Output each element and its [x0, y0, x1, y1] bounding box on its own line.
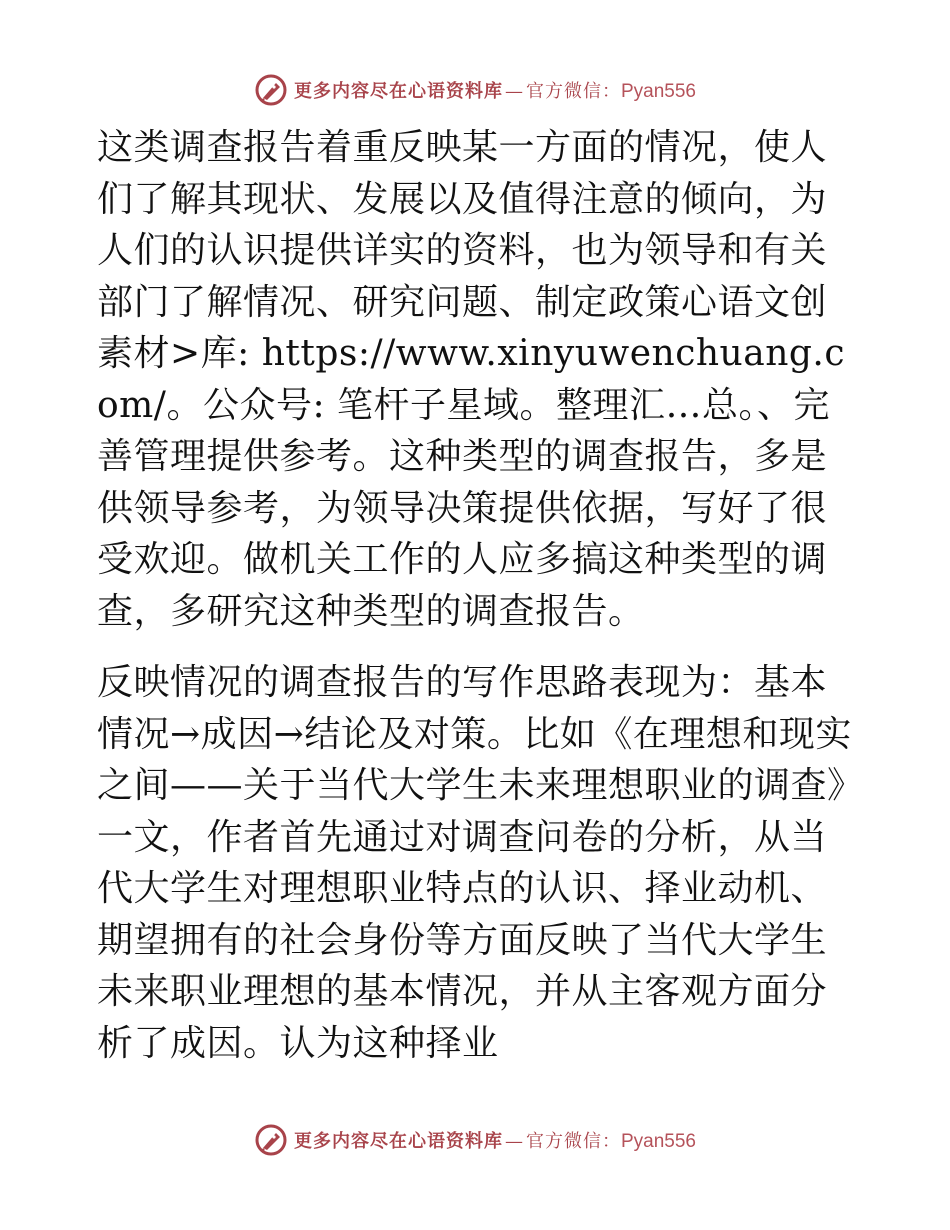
footer-banner-content: [254, 1123, 696, 1157]
header-brand: 更多内容尽在心语资料库: [293, 81, 503, 102]
document-body: [97, 122, 857, 1069]
header-separator: —: [504, 81, 524, 102]
footer-banner-text: [294, 1127, 696, 1153]
footer-wechat-account: Pyan556: [620, 1131, 696, 1152]
header-wechat-account: Pyan556: [620, 81, 696, 102]
paragraph-1: 这类调查报告着重反映某一方面的情况，使人们了解其现状、发展以及值得注意的倾向，为人们的认识提供详实的资料，也为领导和有关部门了解情况、研究问题、制定政策心语文创素材>库: https://www.xinyuwenchuang.com/。公众号: 笔杆子星域。整理汇…总。、完善管理提供参考。这种类型的调查报告，多是供领导参考，为领导决策提供依据，写好了很受欢迎。做机关工作的人应多搞这种类型的调查，多研究这种类型的调查报告。: [97, 127, 846, 632]
pen-nib-logo-icon: [254, 1123, 288, 1157]
footer-separator: —: [504, 1131, 524, 1152]
paragraph-2: 反映情况的调查报告的写作思路表现为：基本情况→成因→结论及对策。比如《在理想和现实之间——关于当代大学生未来理想职业的调查》一文，作者首先通过对调查问卷的分析，从当代大学生对理想职业特点的认识、择业动机、期望拥有的社会身份等方面反映了当代大学生未来职业理想的基本情况，并从主客观方面分析了成因。认为这种择业: [97, 662, 852, 1064]
footer-banner: [0, 1120, 950, 1160]
header-banner-text: [294, 77, 696, 103]
pen-nib-logo-icon: [254, 73, 288, 107]
header-wechat-label: 官方微信：: [525, 81, 621, 102]
footer-wechat-label: 官方微信：: [525, 1131, 621, 1152]
footer-brand: 更多内容尽在心语资料库: [293, 1131, 503, 1152]
header-banner: [0, 70, 950, 110]
header-banner-content: [254, 73, 696, 107]
